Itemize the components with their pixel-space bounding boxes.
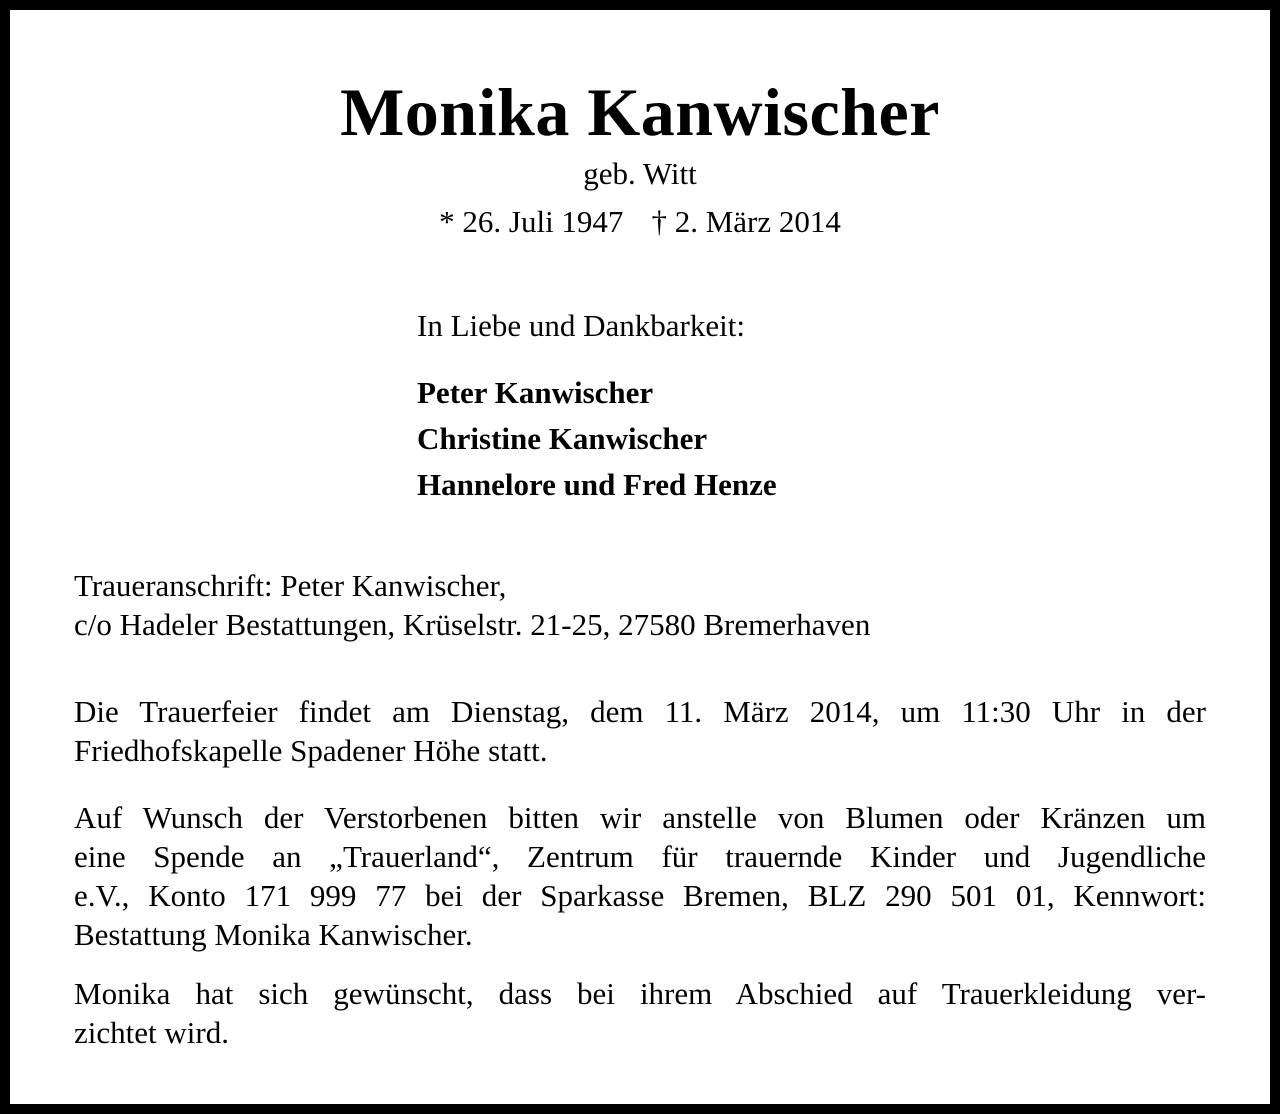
ceremony-line: Friedhofskapelle Spadener Höhe statt. (74, 733, 548, 768)
donation-line: Auf Wunsch der Verstorbenen bitten wir anstelle von Blumen oder Kränzen um (74, 800, 1206, 835)
address-line: c/o Hadeler Bestattungen, Krüselstr. 21-25, 27580 Bremerhaven (74, 607, 871, 642)
donation-paragraph (74, 798, 1206, 954)
ceremony-line: Die Trauerfeier findet am Dienstag, dem 11. März 2014, um 11:30 Uhr in der (74, 694, 1206, 729)
maiden-name: geb. Witt (583, 156, 697, 191)
attire-paragraph (74, 974, 1206, 1052)
deceased-name: Monika Kanwischer (340, 74, 940, 150)
life-dates (10, 202, 1270, 242)
mourner-name: Christine Kanwischer (417, 421, 708, 456)
mourners-list (417, 370, 777, 508)
address-line: Traueranschrift: Peter Kanwischer, (74, 568, 507, 603)
mourners-intro: In Liebe und Dankbarkeit: (417, 308, 745, 343)
condolence-address (74, 566, 870, 644)
ceremony-paragraph (74, 692, 1206, 770)
donation-line: eine Spende an „Trauerland“, Zentrum für trauernde Kinder und Jugendliche (74, 839, 1206, 874)
donation-line: Bestattung Monika Kanwischer. (74, 917, 473, 952)
attire-line: zichtet wird. (74, 1015, 229, 1050)
mourner-name: Hannelore und Fred Henze (417, 467, 777, 502)
birth-date: * 26. Juli 1947 (439, 204, 624, 239)
mourner-name: Peter Kanwischer (417, 375, 654, 410)
obituary-card (10, 10, 1270, 1104)
death-date: † 2. März 2014 (651, 204, 841, 239)
attire-line: Monika hat sich gewünscht, dass bei ihrem Abschied auf Trauerkleidung ver- (74, 976, 1206, 1011)
donation-line: e.V., Konto 171 999 77 bei der Sparkasse Bremen, BLZ 290 501 01, Kennwort: (74, 878, 1206, 913)
